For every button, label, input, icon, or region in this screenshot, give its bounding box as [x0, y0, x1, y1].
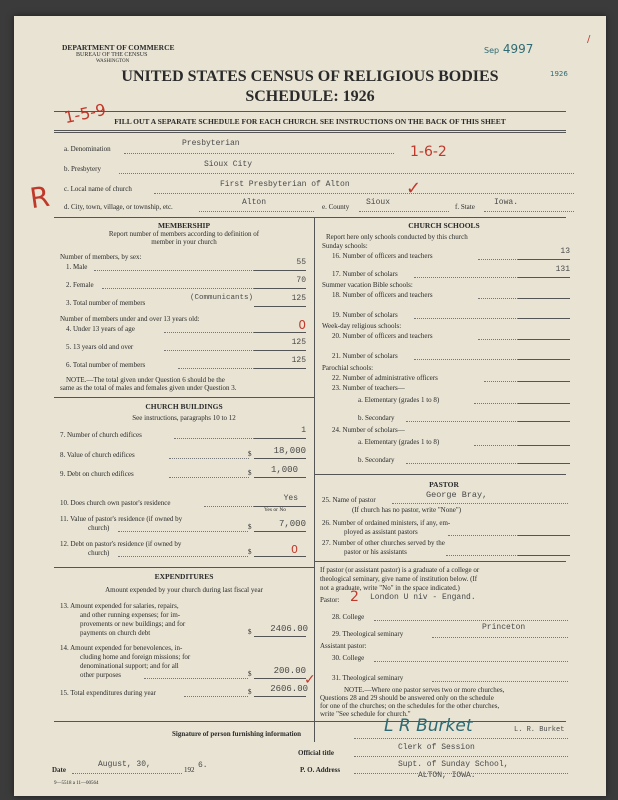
q31-label: 31. Theological seminary	[332, 674, 404, 682]
q11-label-a: 11. Value of pastor's residence (if owned by	[60, 515, 183, 523]
q28-label: 28. College	[332, 613, 365, 621]
q2-label: 2. Female	[66, 281, 94, 289]
date-label: Date	[52, 766, 66, 774]
signature-value[interactable]: L R Burket	[384, 716, 473, 736]
q11-currency: $	[248, 523, 252, 531]
pastor-mark: 2	[350, 589, 359, 605]
q11-value[interactable]: 7,000	[278, 519, 306, 529]
q3-label: 3. Total number of members	[66, 299, 146, 307]
county-label: e. County	[322, 203, 350, 211]
census-form-page	[14, 16, 606, 796]
q22-label: 22. Number of administrative officers	[332, 374, 438, 382]
q15-value[interactable]: 2606.00	[270, 684, 308, 694]
membership-intro-1: Report number of members according to definition of	[108, 230, 260, 238]
q2-value[interactable]: 70	[296, 276, 306, 285]
q17-label: 17. Number of scholars	[332, 270, 398, 278]
county-value[interactable]: Sioux	[366, 198, 391, 207]
date-value[interactable]: August, 30,	[98, 760, 151, 769]
church-name-value[interactable]: First Presbyterian of Alton	[220, 180, 350, 189]
q12-label-b: church)	[88, 549, 110, 557]
q27-label-a: 27. Number of other churches served by the	[322, 539, 445, 547]
stamp-number	[484, 42, 533, 56]
po-address-value-1[interactable]: Supt. of Sunday School,	[398, 760, 509, 769]
q23a-label: a. Elementary (grades 1 to 8)	[358, 396, 440, 404]
q25-value[interactable]: George Bray,	[426, 490, 488, 500]
membership-title: MEMBERSHIP	[157, 221, 211, 230]
po-address-label: P. O. Address	[300, 766, 341, 774]
stamp-month: Sep	[484, 46, 500, 55]
q14-label-b: cluding home and foreign missions; for	[80, 653, 191, 661]
city-label-d: d. City, town, village, or township, etc.	[64, 203, 173, 211]
assistant-pastor-label: Assistant pastor:	[320, 642, 367, 650]
check-mark-expenditure: ✓	[304, 672, 316, 688]
po-address-value-2[interactable]: ALTON, IOWA.	[418, 771, 476, 780]
q20-label: 20. Number of officers and teachers	[332, 332, 433, 340]
grad-text-1: If pastor (or assistant pastor) is a graduate of a college or	[320, 566, 480, 574]
q10-label: 10. Does church own pastor's residence	[60, 499, 171, 507]
membership-intro-2: member in your church	[151, 238, 217, 246]
q13-value[interactable]: 2406.00	[270, 624, 308, 634]
check-mark-county: ✓	[406, 178, 422, 199]
q13-label-c: provements or new buildings; and for	[80, 620, 186, 628]
q27-label-b: pastor or his assistants	[344, 548, 407, 556]
date-year-suffix[interactable]: 6.	[198, 761, 208, 770]
by-sex-label: Number of members, by sex:	[60, 253, 142, 261]
q8-value[interactable]: 18,000	[273, 446, 306, 456]
q23b-label: b. Secondary	[358, 414, 395, 422]
yes-no-hint: Yes or No	[264, 507, 287, 513]
expenditures-title: EXPENDITURES	[154, 572, 214, 581]
pastor-note-1: NOTE.—Where one pastor serves two or more churches,	[344, 686, 505, 694]
q14-label-a: 14. Amount expended for benevolences, in-	[60, 644, 183, 652]
grad-text-2: theological seminary, give name of institution below. (If	[320, 575, 478, 583]
q29-label: 29. Theological seminary	[332, 630, 404, 638]
buildings-title: CHURCH BUILDINGS	[145, 402, 223, 411]
q30-label: 30. College	[332, 654, 365, 662]
membership-note-2: same as the total of males and females given under Question 3.	[60, 384, 237, 392]
q9-label: 9. Debt on church edifices	[60, 470, 134, 478]
handwritten-r: R	[27, 179, 52, 216]
q1-value[interactable]: 55	[296, 258, 306, 267]
q5-value[interactable]: 125	[291, 338, 306, 347]
q12-value[interactable]: 0	[291, 543, 298, 556]
pastor-sub-label: Pastor:	[320, 596, 340, 604]
q15-label: 15. Total expenditures during year	[60, 689, 156, 697]
instruction-line: FILL OUT A SEPARATE SCHEDULE FOR EACH CHURCH. SEE INSTRUCTIONS ON THE BACK OF THIS SHEET	[114, 117, 506, 126]
q14-value[interactable]: 200.00	[273, 666, 306, 676]
q4-label: 4. Under 13 years of age	[66, 325, 135, 333]
state-value[interactable]: Iowa.	[494, 198, 519, 207]
city-value[interactable]: Alton	[242, 198, 267, 207]
q14-label-c: denominational support; and for all	[80, 662, 179, 670]
q26-label-a: 26. Number of ordained ministers, if any, em-	[322, 519, 451, 527]
presbytery-label: b. Presbytery	[64, 165, 101, 173]
signature-typed: L. R. Burket	[514, 726, 565, 734]
handwritten-code: 1-5-9	[62, 99, 108, 128]
buildings-sub: See instructions, paragraphs 10 to 12	[132, 414, 236, 422]
city-label: WASHINGTON	[96, 59, 130, 64]
schools-title: CHURCH SCHOOLS	[408, 221, 480, 230]
q17-value[interactable]: 131	[555, 265, 570, 274]
grad-text-3: not a graduate, write "No" in the space indicated.)	[320, 584, 460, 592]
q8-label: 8. Value of church edifices	[60, 451, 135, 459]
q24b-label: b. Secondary	[358, 456, 395, 464]
q14-currency: $	[248, 670, 252, 678]
pastor-note-3: for one of the churches; on the schedules for the other churches,	[320, 702, 500, 710]
official-title-value[interactable]: Clerk of Session	[398, 743, 475, 752]
q13-currency: $	[248, 628, 252, 636]
q12-label-a: 12. Debt on pastor's residence (if owned by	[60, 540, 182, 548]
form-title: UNITED STATES CENSUS OF RELIGIOUS BODIES	[121, 68, 499, 85]
q5-label: 5. 13 years old and over	[66, 343, 134, 351]
q3-value[interactable]: 125	[291, 294, 306, 303]
q13-label-a: 13. Amount expended for salaries, repairs,	[60, 602, 179, 610]
q8-currency: $	[248, 450, 252, 458]
q6-label: 6. Total number of members	[66, 361, 146, 369]
q25-note: (If church has no pastor, write "None")	[352, 506, 462, 514]
expenditures-sub: Amount expended by your church during last fiscal year	[105, 586, 263, 594]
pastor-college-value[interactable]: London U niv - Engand.	[370, 593, 476, 602]
schedule-title: SCHEDULE: 1926	[245, 88, 375, 105]
q12-currency: $	[248, 548, 252, 556]
schools-intro: Report here only schools conducted by this church	[326, 233, 468, 241]
q14-label-d: other purposes	[80, 671, 122, 679]
church-name-label: c. Local name of church	[64, 185, 132, 193]
check-mark-top: /	[587, 34, 591, 45]
q19-label: 19. Number of scholars	[332, 311, 398, 319]
bureau-label: BUREAU OF THE CENSUS	[76, 52, 148, 58]
signature-label: Signature of person furnishing information	[172, 730, 301, 738]
q9-value[interactable]: 1,000	[270, 465, 298, 475]
q21-label: 21. Number of scholars	[332, 352, 398, 360]
q13-label-d: payments on church debt	[80, 629, 151, 637]
q25-label: 25. Name of pastor	[322, 496, 376, 504]
form-number: 9—5518 a 11—00564	[54, 781, 99, 786]
q10-value[interactable]: Yes	[283, 494, 298, 503]
q13-label-b: and other running expenses; for im-	[80, 611, 181, 619]
weekday-label: Week-day religious schools:	[322, 322, 402, 330]
q24-label: 24. Number of scholars—	[332, 426, 405, 434]
handwritten-code-2: 1-6-2	[410, 144, 447, 160]
denomination-value[interactable]: Presbyterian	[182, 139, 240, 148]
q11-label-b: church)	[88, 524, 110, 532]
date-year-prefix: 192	[184, 766, 195, 774]
summer-label: Summer vacation Bible schools:	[322, 281, 413, 289]
under-over-label: Number of members under and over 13 years old:	[60, 315, 200, 323]
q6-value[interactable]: 125	[291, 356, 306, 365]
sunday-label: Sunday schools:	[322, 242, 368, 250]
pastor-note-4: write "See schedule for church."	[320, 710, 411, 718]
official-title-label: Official title	[298, 749, 334, 757]
q4-value[interactable]: 0	[298, 318, 306, 332]
stamp-num: 4997	[502, 42, 534, 56]
presbytery-value[interactable]: Sioux City	[204, 160, 253, 169]
q26-label-b: ployed as assistant pastors	[344, 528, 418, 536]
q24a-label: a. Elementary (grades 1 to 8)	[358, 438, 440, 446]
pastor-note-2: Questions 28 and 29 should be answered only on the schedule	[320, 694, 494, 702]
q16-label: 16. Number of officers and teachers	[332, 252, 433, 260]
q18-label: 18. Number of officers and teachers	[332, 291, 433, 299]
q9-currency: $	[248, 469, 252, 477]
q7-label: 7. Number of church edifices	[60, 431, 142, 439]
parochial-label: Parochial schools:	[322, 364, 374, 372]
q7-value[interactable]: 1	[301, 426, 306, 435]
pastor-title: PASTOR	[429, 480, 459, 489]
q29-value[interactable]: Princeton	[482, 623, 526, 632]
state-label: f. State	[455, 203, 475, 211]
denomination-label: a. Denomination	[64, 145, 111, 153]
q3-note: (Communicants)	[190, 294, 254, 302]
q15-currency: $	[248, 688, 252, 696]
department-label: DEPARTMENT OF COMMERCE	[62, 43, 175, 52]
q23-label: 23. Number of teachers—	[332, 384, 405, 392]
q1-label: 1. Male	[66, 263, 88, 271]
membership-note-1: NOTE.—The total given under Question 6 should be the	[66, 376, 225, 384]
stamp-year: 1926	[550, 70, 568, 78]
q16-value[interactable]: 13	[560, 247, 570, 256]
